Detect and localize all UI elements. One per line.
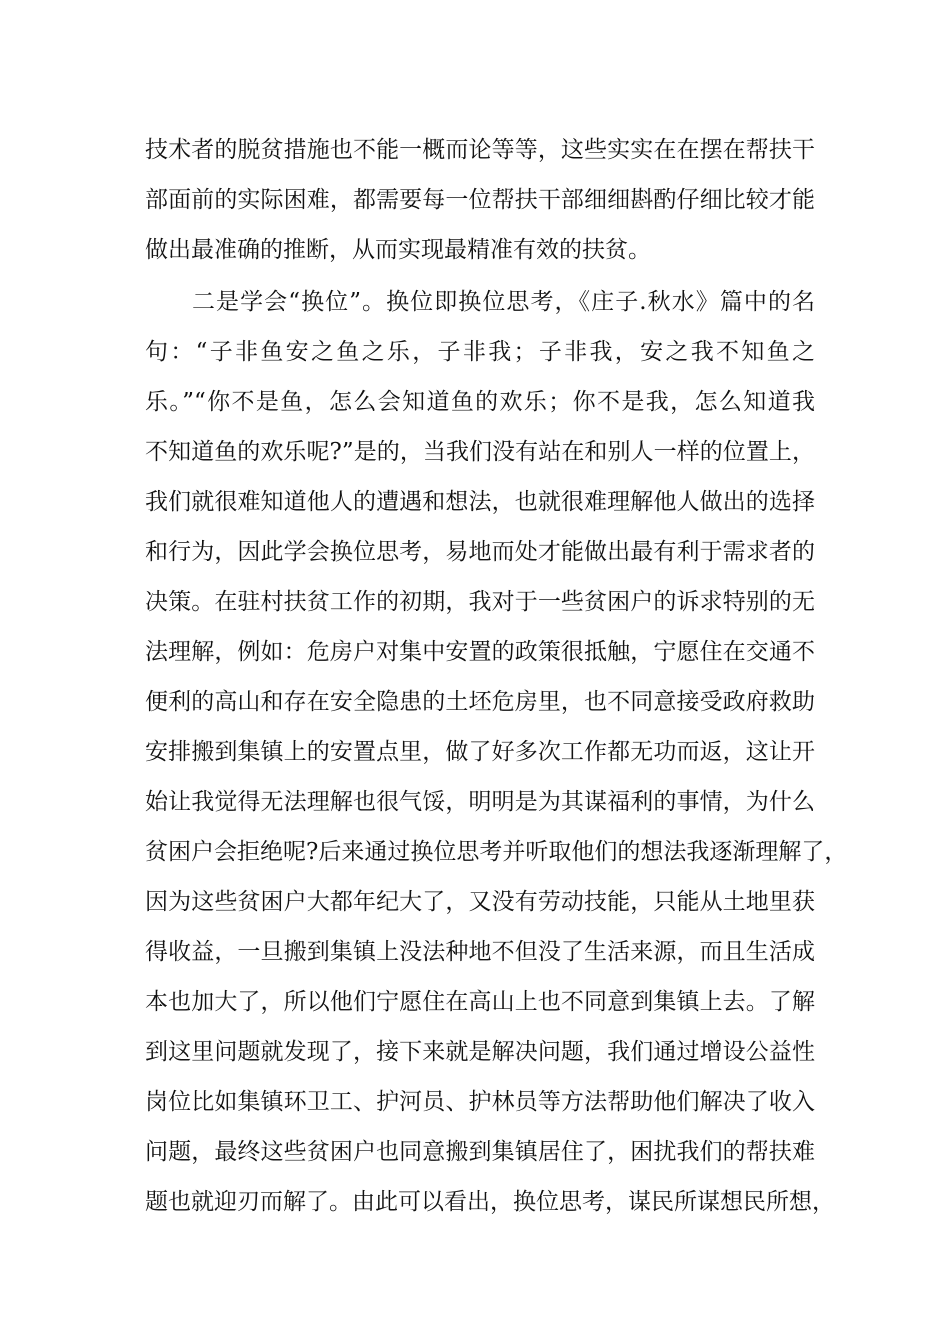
text-line-3: 做出最准确的推断，从而实现最精准有效的扶贫。 <box>145 237 651 263</box>
text-line-5: 句：“子非鱼安之鱼之乐，子非我；子非我，安之我不知鱼之 <box>145 339 815 365</box>
text-line-16: 因为这些贫困户大都年纪大了，又没有劳动技能，只能从土地里获 <box>145 889 815 915</box>
text-line-10: 决策。在驻村扶贫工作的初期，我对于一些贫困户的诉求特别的无 <box>145 589 815 615</box>
text-line-11: 法理解，例如：危房户对集中安置的政策很抵触，宁愿住在交通不 <box>145 639 815 665</box>
text-line-12: 便利的高山和存在安全隐患的土坯危房里，也不同意接受政府救助 <box>145 689 815 715</box>
text-line-8: 我们就很难知道他人的遭遇和想法，也就很难理解他人做出的选择 <box>145 489 815 515</box>
text-line-22: 题也就迎刃而解了。由此可以看出，换位思考，谋民所谋想民所想， <box>145 1189 835 1215</box>
text-line-7: 不知道鱼的欢乐呢?”是的，当我们没有站在和别人一样的位置上， <box>145 439 815 465</box>
text-line-1: 技术者的脱贫措施也不能一概而论等等，这些实实在在摆在帮扶干 <box>145 137 815 163</box>
text-line-13: 安排搬到集镇上的安置点里，做了好多次工作都无功而返，这让开 <box>145 739 815 765</box>
text-line-21: 问题，最终这些贫困户也同意搬到集镇居住了，困扰我们的帮扶难 <box>145 1139 815 1165</box>
text-line-6: 乐。”“你不是鱼，怎么会知道鱼的欢乐；你不是我，怎么知道我 <box>145 389 815 415</box>
text-line-2: 部面前的实际困难，都需要每一位帮扶干部细细斟酌仔细比较才能 <box>145 187 815 213</box>
text-line-17: 得收益，一旦搬到集镇上没法种地不但没了生活来源，而且生活成 <box>145 939 815 965</box>
text-line-15: 贫困户会拒绝呢?后来通过换位思考并听取他们的想法我逐渐理解了， <box>145 839 848 865</box>
text-line-14: 始让我觉得无法理解也很气馁，明明是为其谋福利的事情，为什么 <box>145 789 815 815</box>
text-line-4: 二是学会“换位”。换位即换位思考，《庄子.秋水》篇中的名 <box>192 289 815 315</box>
text-line-19: 到这里问题就发现了，接下来就是解决问题，我们通过增设公益性 <box>145 1039 815 1065</box>
text-line-20: 岗位比如集镇环卫工、护河员、护林员等方法帮助他们解决了收入 <box>145 1089 815 1115</box>
text-line-18: 本也加大了，所以他们宁愿住在高山上也不同意到集镇上去。了解 <box>145 989 815 1015</box>
text-line-9: 和行为，因此学会换位思考，易地而处才能做出最有利于需求者的 <box>145 539 815 565</box>
